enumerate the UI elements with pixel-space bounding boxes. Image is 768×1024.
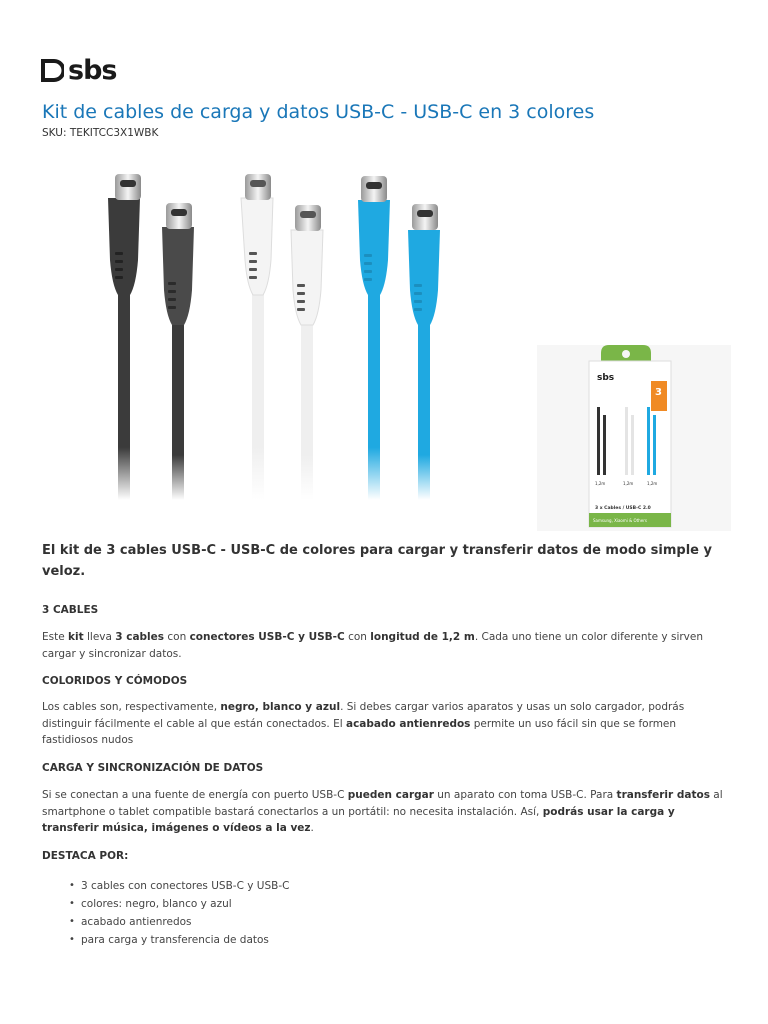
list-item: • acabado antienredos [66,913,289,931]
list-item: • para carga y transferencia de datos [66,931,289,949]
product-intro: El kit de 3 cables USB-C - USB-C de colores para cargar y transferir datos de modo simple y veloz. [42,543,712,579]
package-brand: sbs [597,373,615,383]
list-item: • 3 cables con conectores USB-C y USB-C [66,877,289,895]
section-text-cables: Este kit lleva 3 cables con conectores USB-C y USB-C con longitud de 1,2 m. Cada uno tiene un color diferente y sirven cargar y sincronizar datos. [42,631,704,660]
blue-cable-group [358,176,440,500]
logo-text: sbs [68,55,117,86]
section-text-colors: Los cables son, respectivamente, negro, blanco y azul. Si debes cargar varios aparatos y usas un solo cargador, podrás distinguir fácilmente el cable al que están conectados. El acabado antienredos permite un uso fácil sin que se formen fastidiosos nudos [42,701,685,746]
section-heading-highlights: DESTACA POR: [42,850,129,862]
package-count: 3 [655,387,662,398]
product-sku: SKU: TEKITCC3X1WBK [42,127,159,139]
sbs-logo-icon [41,59,64,82]
white-cable-group [241,174,323,500]
black-cable-group [108,174,194,500]
product-title: Kit de cables de carga y datos USB-C - USB-C en 3 colores [42,101,595,123]
section-heading-cables: 3 CABLES [42,604,99,616]
highlights-list [66,877,289,949]
usb-c-cables-image [88,160,488,520]
package-length-1: 1,2m [595,481,606,486]
package-footer: Samsung, Xiaomi & Others [593,518,647,523]
package-image [537,345,731,531]
brand-logo [41,57,116,84]
package-caption: 3 x Cables / USB-C 2.0 [595,506,651,511]
package-length-2: 1,2m [623,481,634,486]
package-length-3: 1,2m [647,481,658,486]
section-text-charging: Si se conectan a una fuente de energía con puerto USB-C pueden cargar un aparato con toma USB-C. Para transferir datos al smartphone o tablet compatible bastará conectarlos a un portátil: no necesita instalación. Así, podrás usar la carga y transferir música, imágenes o vídeos a la vez. [42,789,723,834]
list-item: • colores: negro, blanco y azul [66,895,289,913]
section-heading-charging: CARGA Y SINCRONIZACIÓN DE DATOS [42,762,264,774]
section-heading-colors: COLORIDOS Y CÓMODOS [42,675,188,687]
